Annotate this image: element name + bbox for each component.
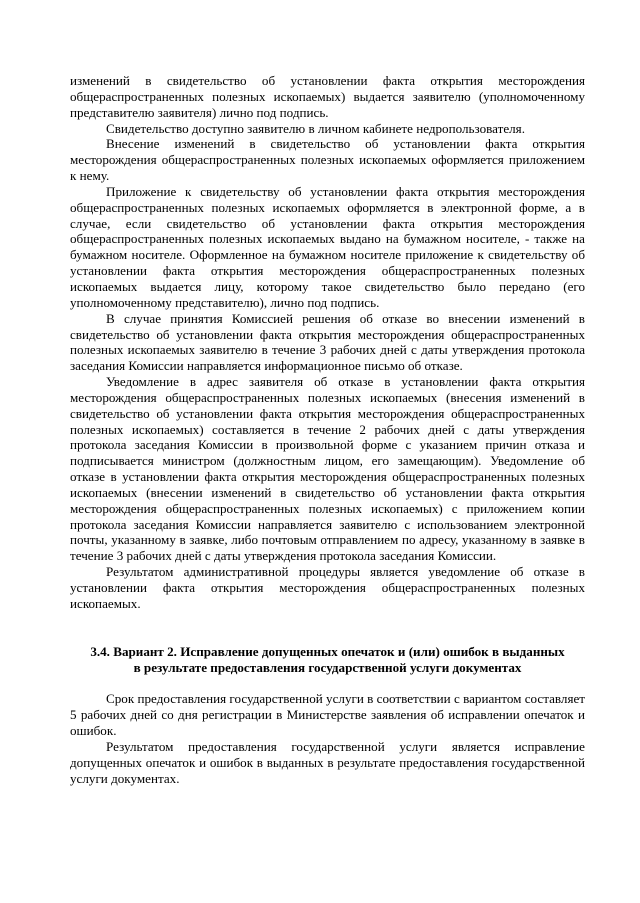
section-heading-line: в результате предоставления государственной услуги документах — [133, 659, 522, 675]
document-page — [70, 73, 585, 786]
paragraph: Свидетельство доступно заявителю в личном кабинете недропользователя. — [106, 120, 525, 136]
paragraph: Срок предоставления государственной услуги в соответствии с вариантом составляет 5 рабочих дней со дня регистрации в Министерстве заявления об исправлении опечаток и ошибок. — [70, 691, 585, 739]
section-heading-line: 3.4. Вариант 2. Исправление допущенных опечаток и (или) ошибок в выданных — [90, 643, 565, 659]
paragraph: изменений в свидетельство об установлении факта открытия месторождения общераспространенных полезных ископаемых) выдается заявителю (уполномоченному представителю заявителя) лично под подпись. — [70, 73, 585, 120]
paragraph: Результатом предоставления государственной услуги является исправление допущенных опечаток и ошибок в выданных в результате предоставления государственной услуги документах. — [70, 738, 585, 786]
section-gap — [70, 675, 585, 691]
paragraph: Уведомление в адрес заявителя об отказе в установлении факта открытия месторождения общераспространенных полезных ископаемых (внесения изменений в свидетельство об установлении факта открытия месторождения общераспространенных полезных ископаемых) составляется в течение 2 рабочих дней с даты утверждения протокола заседания Комиссии в произвольной форме с указанием причин отказа и подписывается министром (должностным лицом, его замещающим). Уведомление об отказе в установлении факта открытия месторождения общераспространенных полезных ископаемых (внесении изменений в свидетельство об установлении факта открытия месторождения общераспространенных полезных ископаемых) с приложением копии протокола заседания Комиссии направляется заявителю с использованием электронной почты, указанному в заявке, либо почтовым отправлением по адресу, указанному в заявке в течение 3 рабочих дней с даты утверждения протокола заседания Комиссии. — [70, 374, 585, 564]
paragraph: Приложение к свидетельству об установлении факта открытия месторождения общераспространенных полезных ископаемых оформляется в электронной форме, а в случае, если свидетельство об установлении факта открытия месторождения общераспространенных полезных ископаемых выдано на бумажном носителе, - также на бумажном носителе. Оформленное на бумажном носителе приложение к свидетельству об установлении факта открытия месторождения общераспространенных полезных ископаемых выдается лицу, которому такое свидетельство было передано (его уполномоченному представителю), лично под подпись. — [70, 183, 585, 310]
paragraph: Внесение изменений в свидетельство об установлении факта открытия месторождения общераспространенных полезных ископаемых оформляется приложением к нему. — [70, 136, 585, 184]
section-gap — [70, 628, 585, 644]
section-gap — [70, 612, 585, 628]
paragraph: В случае принятия Комиссией решения об отказе во внесении изменений в свидетельство об установлении факта открытия месторождения общераспространенных полезных ископаемых заявителю в течение 3 рабочих дней с даты утверждения протокола заседания Комиссии направляется информационное письмо об отказе. — [70, 310, 585, 374]
paragraph: Результатом административной процедуры является уведомление об отказе в установлении факта открытия месторождения общераспространенных полезных ископаемых. — [70, 564, 585, 611]
section-heading — [70, 644, 585, 676]
